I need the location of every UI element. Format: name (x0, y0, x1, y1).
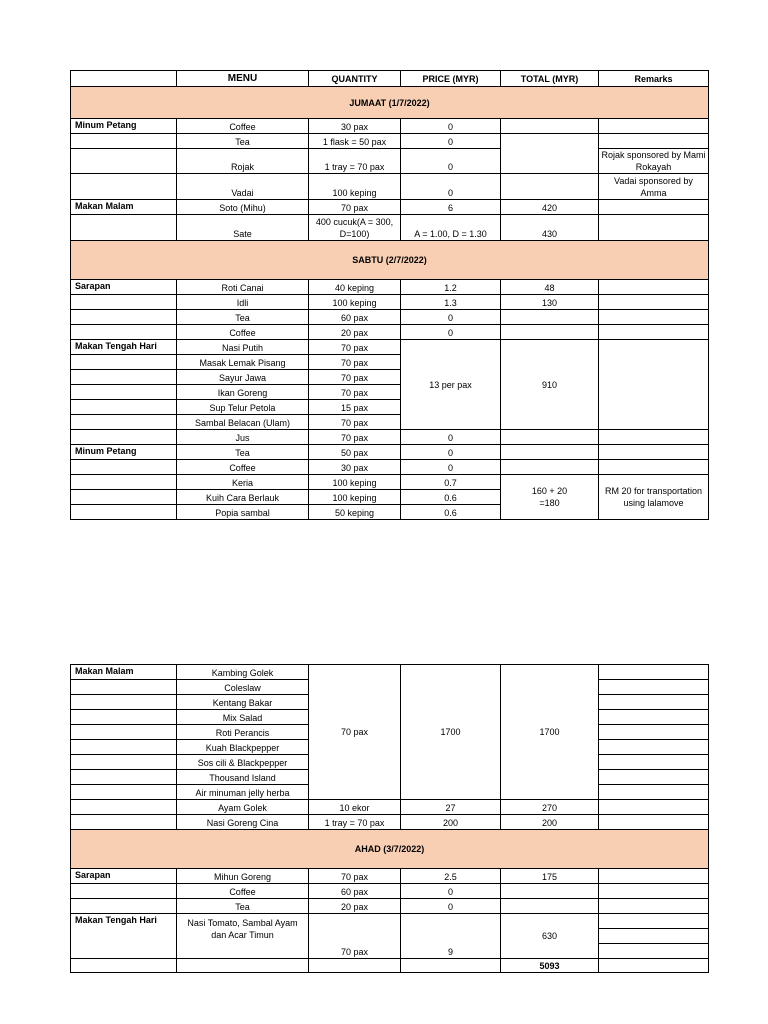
meal-label (71, 149, 177, 174)
total-cell: 175 (501, 869, 599, 884)
meal-label (71, 475, 177, 490)
total-cell (501, 310, 599, 325)
menu-cell: Coffee (177, 460, 309, 475)
price-cell: 0 (401, 325, 501, 340)
total-cell (501, 460, 599, 475)
remarks-cell (599, 755, 709, 770)
table-row (71, 800, 709, 815)
meal-label: Makan Malam (71, 665, 177, 680)
meal-label (71, 710, 177, 725)
total-cell (501, 445, 599, 460)
meal-label (71, 770, 177, 785)
meal-label (71, 460, 177, 475)
table-row (71, 460, 709, 475)
blank-cell (177, 959, 309, 973)
remarks-cell (599, 740, 709, 755)
table-row (71, 430, 709, 445)
meal-label (71, 725, 177, 740)
table-row (71, 149, 709, 174)
remarks-cell (599, 800, 709, 815)
meal-label (71, 370, 177, 385)
table-row (71, 200, 709, 215)
total-cell (501, 430, 599, 445)
price-cell: A = 1.00, D = 1.30 (401, 215, 501, 241)
table-row (71, 884, 709, 899)
meal-label: Sarapan (71, 869, 177, 884)
table-row (71, 280, 709, 295)
price-cell: 9 (401, 914, 501, 959)
meal-label (71, 490, 177, 505)
blank-cell (71, 959, 177, 973)
price-cell: 0 (401, 174, 501, 200)
quantity-cell: 70 pax (309, 914, 401, 959)
meal-label (71, 215, 177, 241)
quantity-cell: 70 pax (309, 200, 401, 215)
total-cell (501, 174, 599, 200)
table-row (71, 340, 709, 355)
price-cell: 1.2 (401, 280, 501, 295)
total-cell: 270 (501, 800, 599, 815)
menu-cell: Sos cili & Blackpepper (177, 755, 309, 770)
quantity-cell: 50 keping (309, 505, 401, 520)
meal-label (71, 755, 177, 770)
menu-cell: Kuah Blackpepper (177, 740, 309, 755)
quantity-cell: 70 pax (309, 340, 401, 355)
total-cell: 430 (501, 215, 599, 241)
remarks-cell (599, 914, 709, 929)
meal-label (71, 385, 177, 400)
remarks-cell (599, 695, 709, 710)
blank-cell (309, 959, 401, 973)
menu-cell: Nasi Putih (177, 340, 309, 355)
table-row (71, 914, 709, 929)
quantity-cell: 1 tray = 70 pax (309, 149, 401, 174)
remarks-cell (599, 119, 709, 134)
total-cell: 200 (501, 815, 599, 830)
remarks-cell (599, 785, 709, 800)
quantity-cell: 70 pax (309, 869, 401, 884)
meal-label (71, 680, 177, 695)
table-row (71, 134, 709, 149)
menu-cell: Sate (177, 215, 309, 241)
meal-label (71, 815, 177, 830)
table-row (71, 665, 709, 680)
quantity-cell: 100 keping (309, 295, 401, 310)
total-cell (501, 899, 599, 914)
menu-cell: Sayur Jawa (177, 370, 309, 385)
day-row-sabtu (71, 241, 709, 280)
total-cell: 630 (501, 914, 599, 959)
total-cell: 420 (501, 200, 599, 215)
header-menu: MENU (177, 71, 309, 87)
budget-table-page-2 (70, 664, 709, 973)
quantity-cell: 70 pax (309, 415, 401, 430)
quantity-cell: 50 pax (309, 445, 401, 460)
quantity-cell: 1 flask = 50 pax (309, 134, 401, 149)
price-cell: 13 per pax (401, 340, 501, 430)
total-cell: 130 (501, 295, 599, 310)
header-blank (71, 71, 177, 87)
table-row (71, 445, 709, 460)
menu-cell: Keria (177, 475, 309, 490)
meal-label (71, 430, 177, 445)
price-cell: 200 (401, 815, 501, 830)
remarks-cell (599, 280, 709, 295)
quantity-cell: 100 keping (309, 490, 401, 505)
meal-label: Sarapan (71, 280, 177, 295)
header-row (71, 71, 709, 87)
total-cell (501, 119, 599, 134)
meal-label: Makan Malam (71, 200, 177, 215)
header-remarks: Remarks (599, 71, 709, 87)
menu-cell: Popia sambal (177, 505, 309, 520)
meal-label (71, 400, 177, 415)
remarks-cell (599, 944, 709, 959)
quantity-cell: 400 cucuk(A = 300, D=100) (309, 215, 401, 241)
quantity-cell: 70 pax (309, 385, 401, 400)
price-cell: 0 (401, 884, 501, 899)
quantity-cell: 70 pax (309, 355, 401, 370)
menu-cell: Tea (177, 310, 309, 325)
remarks-cell (599, 215, 709, 241)
remarks-cell (599, 899, 709, 914)
grand-total-row (71, 959, 709, 973)
table-row (71, 869, 709, 884)
remarks-cell (599, 680, 709, 695)
meal-label (71, 899, 177, 914)
table-row (71, 475, 709, 490)
price-cell: 0 (401, 445, 501, 460)
quantity-cell: 60 pax (309, 310, 401, 325)
price-cell: 0.7 (401, 475, 501, 490)
menu-cell: Nasi Goreng Cina (177, 815, 309, 830)
remarks-cell (599, 460, 709, 475)
table-row (71, 295, 709, 310)
menu-cell: Vadai (177, 174, 309, 200)
menu-cell: Soto (Mihu) (177, 200, 309, 215)
meal-label (71, 134, 177, 149)
price-cell: 0 (401, 310, 501, 325)
menu-cell: Coffee (177, 884, 309, 899)
quantity-cell: 70 pax (309, 430, 401, 445)
table-row (71, 310, 709, 325)
remarks-cell: Vadai sponsored by Amma (599, 174, 709, 200)
header-quantity: QUANTITY (309, 71, 401, 87)
remarks-cell (599, 710, 709, 725)
remarks-cell (599, 340, 709, 430)
quantity-cell: 100 keping (309, 475, 401, 490)
remarks-cell (599, 325, 709, 340)
quantity-cell: 20 pax (309, 325, 401, 340)
total-cell: 160 + 20 =180 (501, 475, 599, 520)
quantity-cell: 10 ekor (309, 800, 401, 815)
day-title-sabtu: SABTU (2/7/2022) (71, 241, 709, 280)
menu-cell: Coleslaw (177, 680, 309, 695)
menu-cell: Ayam Golek (177, 800, 309, 815)
price-cell: 0.6 (401, 490, 501, 505)
quantity-cell: 60 pax (309, 884, 401, 899)
menu-cell: Coffee (177, 325, 309, 340)
menu-cell: Roti Canai (177, 280, 309, 295)
meal-label (71, 174, 177, 200)
remarks-cell (599, 869, 709, 884)
total-cell (501, 325, 599, 340)
remarks-cell (599, 445, 709, 460)
meal-label (71, 884, 177, 899)
blank-cell (401, 959, 501, 973)
day-row-jumaat (71, 87, 709, 119)
remarks-cell (599, 725, 709, 740)
meal-label (71, 800, 177, 815)
meal-label: Makan Tengah Hari (71, 340, 177, 355)
meal-label: Minum Petang (71, 445, 177, 460)
menu-cell: Kuih Cara Berlauk (177, 490, 309, 505)
price-cell: 0 (401, 430, 501, 445)
menu-cell: Rojak (177, 149, 309, 174)
quantity-cell: 100 keping (309, 174, 401, 200)
price-cell: 0 (401, 119, 501, 134)
remarks-cell (599, 884, 709, 899)
price-cell: 0 (401, 149, 501, 174)
table-row (71, 174, 709, 200)
quantity-cell: 20 pax (309, 899, 401, 914)
menu-cell: Nasi Tomato, Sambal Ayam dan Acar Timun (177, 914, 309, 959)
blank-cell (599, 959, 709, 973)
meal-label (71, 310, 177, 325)
header-price: PRICE (MYR) (401, 71, 501, 87)
meal-label (71, 740, 177, 755)
day-title-ahad: AHAD (3/7/2022) (71, 830, 709, 869)
price-cell: 0 (401, 460, 501, 475)
price-cell: 27 (401, 800, 501, 815)
budget-table-page-1 (70, 70, 709, 520)
menu-cell: Idli (177, 295, 309, 310)
meal-label (71, 355, 177, 370)
meal-label (71, 295, 177, 310)
remarks-cell: Rojak sponsored by Mami Rokayah (599, 149, 709, 174)
quantity-cell: 15 pax (309, 400, 401, 415)
total-cell (501, 134, 599, 174)
table-row (71, 325, 709, 340)
meal-label (71, 505, 177, 520)
quantity-cell: 1 tray = 70 pax (309, 815, 401, 830)
price-cell: 1700 (401, 665, 501, 800)
remarks-cell (599, 430, 709, 445)
menu-cell: Sambal Belacan (Ulam) (177, 415, 309, 430)
meal-label (71, 785, 177, 800)
meal-label (71, 695, 177, 710)
quantity-cell: 70 pax (309, 665, 401, 800)
menu-cell: Ikan Goreng (177, 385, 309, 400)
menu-cell: Mix Salad (177, 710, 309, 725)
total-cell: 48 (501, 280, 599, 295)
menu-cell: Air minuman jelly herba (177, 785, 309, 800)
menu-cell: Mihun Goreng (177, 869, 309, 884)
menu-cell: Coffee (177, 119, 309, 134)
price-cell: 1.3 (401, 295, 501, 310)
quantity-cell: 40 keping (309, 280, 401, 295)
meal-label (71, 415, 177, 430)
menu-cell: Tea (177, 134, 309, 149)
remarks-cell (599, 134, 709, 149)
table-row (71, 215, 709, 241)
total-cell: 910 (501, 340, 599, 430)
menu-cell: Jus (177, 430, 309, 445)
meal-label (71, 325, 177, 340)
menu-cell: Roti Perancis (177, 725, 309, 740)
header-total: TOTAL (MYR) (501, 71, 599, 87)
menu-cell: Thousand Island (177, 770, 309, 785)
remarks-cell (599, 295, 709, 310)
price-cell: 6 (401, 200, 501, 215)
price-cell: 0.6 (401, 505, 501, 520)
quantity-cell: 30 pax (309, 460, 401, 475)
day-title-jumaat: JUMAAT (1/7/2022) (71, 87, 709, 119)
remarks-cell (599, 815, 709, 830)
remarks-cell (599, 770, 709, 785)
menu-cell: Tea (177, 445, 309, 460)
table-row (71, 899, 709, 914)
meal-label: Makan Tengah Hari (71, 914, 177, 959)
menu-cell: Tea (177, 899, 309, 914)
menu-cell: Masak Lemak Pisang (177, 355, 309, 370)
grand-total: 5093 (501, 959, 599, 973)
remarks-cell (599, 665, 709, 680)
day-row-ahad (71, 830, 709, 869)
price-cell: 0 (401, 134, 501, 149)
meal-label: Minum Petang (71, 119, 177, 134)
menu-cell: Kambing Golek (177, 665, 309, 680)
remarks-cell (599, 310, 709, 325)
menu-cell: Sup Telur Petola (177, 400, 309, 415)
quantity-cell: 70 pax (309, 370, 401, 385)
table-row (71, 815, 709, 830)
quantity-cell: 30 pax (309, 119, 401, 134)
menu-cell: Kentang Bakar (177, 695, 309, 710)
price-cell: 2.5 (401, 869, 501, 884)
remarks-cell: RM 20 for transportation using lalamove (599, 475, 709, 520)
remarks-cell (599, 929, 709, 944)
table-row (71, 119, 709, 134)
total-cell (501, 884, 599, 899)
remarks-cell (599, 200, 709, 215)
total-cell: 1700 (501, 665, 599, 800)
price-cell: 0 (401, 899, 501, 914)
